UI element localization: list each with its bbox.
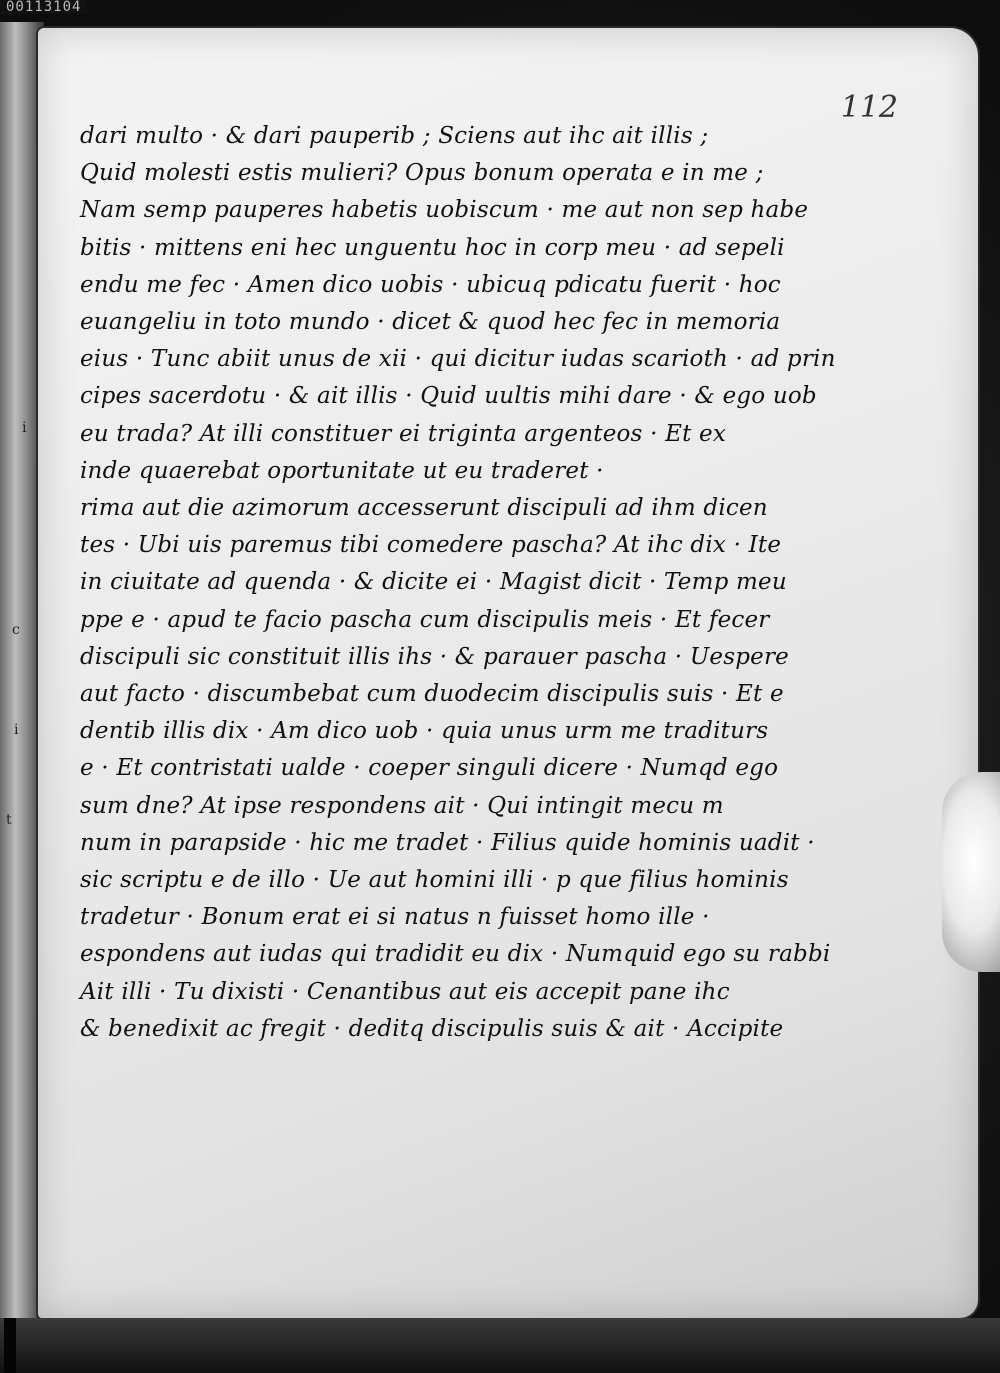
book-bottom-edge <box>0 1318 1000 1373</box>
text-line: euangeliu in toto mundo · dicet & quod hec fec in memoria <box>80 309 781 336</box>
image-label: 00113104 <box>0 0 87 14</box>
text-line: in ciuitate ad quenda · & dicite ei · Magist dicit · Temp meu <box>80 569 787 596</box>
text-line: Quid molesti estis mulieri? Opus bonum operata e in me ; <box>80 160 764 187</box>
margin-mark: i <box>14 722 19 738</box>
text-line: dari multo · & dari pauperib ; Sciens aut ihc ait illis ; <box>80 123 709 149</box>
text-line: eu trada? At illi constituer ei triginta argenteos · Et ex <box>80 420 727 447</box>
text-line: discipuli sic constituit illis ihs · & parauer pascha · Uespere <box>80 643 789 670</box>
folio-number: 112 <box>840 90 898 125</box>
text-line: num in parapside · hic me tradet · Filius quide hominis uadit · <box>80 829 815 856</box>
text-line: e · Et contristati ualde · coeper singuli dicere · Numqd ego <box>80 755 779 782</box>
text-line: inde quaerebat oportunitate ut eu traderet · <box>80 457 604 484</box>
holding-thumb <box>942 772 1000 972</box>
manuscript-text <box>80 118 880 1048</box>
text-line: ppe e · apud te facio pascha cum discipulis meis · Et fecer <box>80 606 770 633</box>
text-line: espondens aut iudas qui tradidit eu dix · Numquid ego su rabbi <box>80 941 831 968</box>
text-line: cipes sacerdotu · & ait illis · Quid uultis mihi dare · & ego uob <box>80 383 817 410</box>
text-line: & benedixit ac fregit · deditq discipulis suis & ait · Accipite <box>80 1015 784 1042</box>
text-line: tradetur · Bonum erat ei si natus n fuisset homo ille · <box>80 904 710 931</box>
text-line: eius · Tunc abiit unus de xii · qui dicitur iudas scarioth · ad prin <box>80 346 836 373</box>
text-line: sum dne? At ipse respondens ait · Qui intingit mecu m <box>80 792 724 819</box>
margin-mark: i <box>22 420 27 436</box>
text-line: sic scriptu e de illo · Ue aut homini illi · p que filius hominis <box>80 867 789 894</box>
text-line: endu me fec · Amen dico uobis · ubicuq pdicatu fuerit · hoc <box>80 271 781 298</box>
text-line: rima aut die azimorum accesserunt discipuli ad ihm dicen <box>80 495 768 522</box>
text-line: Ait illi · Tu dixisti · Cenantibus aut eis accepit pane ihc <box>80 978 730 1005</box>
text-line: Nam semp pauperes habetis uobiscum · me aut non sep habe <box>80 197 809 224</box>
margin-mark: t <box>6 812 12 828</box>
bookmark-ribbon <box>4 1318 16 1373</box>
text-line: bitis · mittens eni hec unguentu hoc in corp meu · ad sepeli <box>80 234 785 261</box>
text-line: dentib illis dix · Am dico uob · quia unus urm me traditurs <box>80 718 769 745</box>
text-line: aut facto · discumbebat cum duodecim discipulis suis · Et e <box>80 681 784 708</box>
text-line: tes · Ubi uis paremus tibi comedere pascha? At ihc dix · Ite <box>80 532 782 559</box>
margin-mark: c <box>12 622 20 638</box>
